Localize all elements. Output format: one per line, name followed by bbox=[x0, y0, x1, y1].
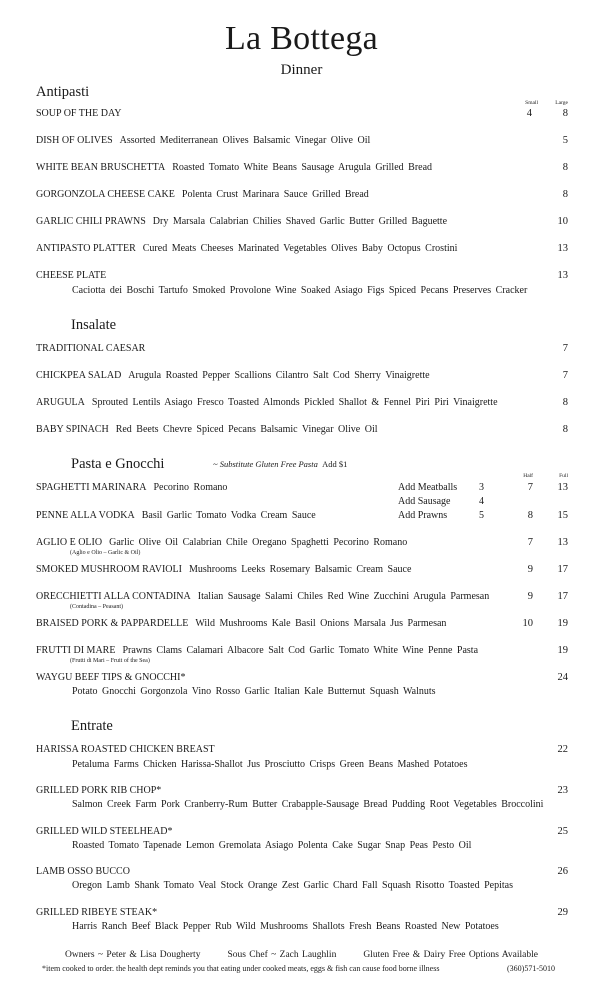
item-description: Prawns Clams Calamari Albacore Salt Cod Garlic Tomato White Wine Penne Pasta bbox=[122, 645, 479, 656]
item-name: DISH OF OLIVES bbox=[36, 135, 113, 146]
item-price: 15 bbox=[557, 510, 568, 521]
menu-item bbox=[36, 370, 430, 381]
item-description: Mushrooms Leeks Rosemary Balsamic Cream Sauce bbox=[188, 564, 412, 575]
item-name: GRILLED PORK RIB CHOP* bbox=[36, 785, 162, 796]
item-price: 26 bbox=[557, 866, 568, 877]
item-price: 17 bbox=[557, 564, 568, 575]
menu-item bbox=[36, 135, 370, 146]
item-price: 8 bbox=[562, 397, 568, 408]
col-full-header: Full bbox=[559, 473, 568, 479]
item-description: Sprouted Lentils Asiago Fresco Toasted Almonds Pickled Shallot & Fennel Piri Piri Vinaigrette bbox=[91, 397, 498, 408]
section-antipasti-heading: Antipasti bbox=[36, 84, 90, 100]
item-price-half: 9 bbox=[527, 564, 533, 575]
item-name: ORECCHIETTI ALLA CONTADINA bbox=[36, 591, 191, 602]
item-price-small: 4 bbox=[526, 108, 532, 119]
menu-item bbox=[36, 424, 378, 435]
item-name: PENNE ALLA VODKA bbox=[36, 510, 135, 521]
item-price: 7 bbox=[562, 343, 568, 354]
item-subline: Oregon Lamb Shank Tomato Veal Stock Orange Zest Garlic Chard Fall Squash Risotto Toasted Pepitas bbox=[72, 880, 513, 891]
gluten-free-note-text: ~ Substitute Gluten Free Pasta bbox=[213, 459, 318, 469]
item-subline: Petaluma Farms Chicken Harissa-Shallot Jus Prosciutto Crisps Green Beans Mashed Potatoes bbox=[72, 759, 468, 770]
item-translation: (Frutti di Mari – Fruit of the Sea) bbox=[70, 658, 150, 664]
addon-label: Add Sausage bbox=[398, 496, 451, 507]
item-price: 13 bbox=[557, 243, 568, 254]
item-name: CHICKPEA SALAD bbox=[36, 370, 122, 381]
item-translation: (Aglio e Olio – Garlic & Oil) bbox=[70, 550, 141, 556]
item-name: SPAGHETTI MARINARA bbox=[36, 482, 147, 493]
item-name: GRILLED WILD STEELHEAD* bbox=[36, 826, 173, 837]
item-price: 25 bbox=[557, 826, 568, 837]
footer-phone: (360)571-5010 bbox=[507, 964, 555, 973]
menu-item bbox=[36, 645, 478, 656]
item-price-half: 7 bbox=[527, 537, 533, 548]
item-price: 13 bbox=[557, 482, 568, 493]
item-name: CHEESE PLATE bbox=[36, 270, 107, 281]
menu-item bbox=[36, 537, 407, 548]
addon-price: 4 bbox=[479, 496, 484, 507]
menu-item bbox=[36, 162, 432, 173]
item-subline: Caciotta dei Boschi Tartufo Smoked Provolone Wine Soaked Asiago Figs Spiced Pecans Preserves Cracker bbox=[72, 285, 528, 296]
item-description: Assorted Mediterranean Olives Balsamic Vinegar Olive Oil bbox=[119, 135, 371, 146]
item-price: 8 bbox=[562, 424, 568, 435]
item-description: Red Beets Chevre Spiced Pecans Balsamic Vinegar Olive Oil bbox=[115, 424, 378, 435]
item-price-half: 10 bbox=[522, 618, 533, 629]
item-description: Italian Sausage Salami Chiles Red Wine Zucchini Arugula Parmesan bbox=[197, 591, 490, 602]
item-name: LAMB OSSO BUCCO bbox=[36, 866, 130, 877]
menu-item bbox=[36, 866, 130, 877]
item-name: GARLIC CHILI PRAWNS bbox=[36, 216, 146, 227]
item-name: GORGONZOLA CHEESE CAKE bbox=[36, 189, 175, 200]
item-name: SOUP OF THE DAY bbox=[36, 108, 122, 119]
item-price: 23 bbox=[557, 785, 568, 796]
item-price: 13 bbox=[557, 270, 568, 281]
item-price: 19 bbox=[557, 645, 568, 656]
menu-item bbox=[36, 591, 489, 602]
item-price: 8 bbox=[562, 108, 568, 119]
menu-subtitle: Dinner bbox=[280, 62, 323, 78]
item-description: Roasted Tomato White Beans Sausage Arugula Grilled Bread bbox=[172, 162, 433, 173]
addon-price: 3 bbox=[479, 482, 484, 493]
item-name: BRAISED PORK & PAPPARDELLE bbox=[36, 618, 189, 629]
addon-label: Add Prawns bbox=[398, 510, 448, 521]
item-name: WHITE BEAN BRUSCHETTA bbox=[36, 162, 166, 173]
item-description: Pecorino Romano bbox=[153, 482, 228, 493]
footer-credits: Owners ~ Peter & Lisa Dougherty Sous Chef ~ Zach Laughlin Gluten Free & Dairy Free Options Available bbox=[64, 950, 538, 960]
item-price: 19 bbox=[557, 618, 568, 629]
menu-item bbox=[36, 343, 145, 354]
item-price-half: 7 bbox=[527, 482, 533, 493]
item-price-half: 9 bbox=[527, 591, 533, 602]
menu-item bbox=[36, 270, 106, 281]
gluten-free-note-price: Add $1 bbox=[322, 459, 348, 469]
item-subline: Potato Gnocchi Gorgonzola Vino Rosso Garlic Italian Kale Butternut Squash Walnuts bbox=[72, 686, 436, 697]
item-price: 29 bbox=[557, 907, 568, 918]
gluten-free-note bbox=[213, 459, 347, 469]
item-subline: Salmon Creek Farm Pork Cranberry-Rum Butter Crabapple-Sausage Bread Pudding Root Vegetables Broccolini bbox=[72, 799, 544, 810]
menu-item bbox=[36, 826, 172, 837]
section-pasta-heading: Pasta e Gnocchi bbox=[71, 456, 165, 472]
item-subline: Harris Ranch Beef Black Pepper Rub Wild Mushrooms Shallots Fresh Beans Roasted New Potatoes bbox=[72, 921, 499, 932]
item-price: 5 bbox=[562, 135, 568, 146]
item-price: 8 bbox=[562, 162, 568, 173]
item-name: TRADITIONAL CAESAR bbox=[36, 343, 146, 354]
item-description: Dry Marsala Calabrian Chilies Shaved Garlic Butter Grilled Baguette bbox=[152, 216, 448, 227]
item-name: SMOKED MUSHROOM RAVIOLI bbox=[36, 564, 182, 575]
addon-label: Add Meatballs bbox=[398, 482, 458, 493]
item-price: 24 bbox=[557, 672, 568, 683]
item-description: Polenta Crust Marinara Sauce Grilled Bread bbox=[181, 189, 369, 200]
menu-item bbox=[36, 907, 157, 918]
menu-item bbox=[36, 510, 316, 521]
item-description: Basil Garlic Tomato Vodka Cream Sauce bbox=[141, 510, 316, 521]
item-price: 17 bbox=[557, 591, 568, 602]
menu-item bbox=[36, 672, 185, 683]
item-name: WAYGU BEEF TIPS & GNOCCHI* bbox=[36, 672, 186, 683]
item-price: 10 bbox=[557, 216, 568, 227]
item-translation: (Contadina – Peasant) bbox=[70, 604, 123, 610]
menu-item bbox=[36, 397, 498, 408]
item-description: Cured Meats Cheeses Marinated Vegetables Olives Baby Octopus Crostini bbox=[142, 243, 458, 254]
menu-item bbox=[36, 564, 411, 575]
menu-item bbox=[36, 216, 447, 227]
item-name: ANTIPASTO PLATTER bbox=[36, 243, 136, 254]
col-half-header: Half bbox=[523, 473, 533, 479]
item-name: AGLIO E OLIO bbox=[36, 537, 103, 548]
menu-item bbox=[36, 482, 227, 493]
item-price: 7 bbox=[562, 370, 568, 381]
item-price: 13 bbox=[557, 537, 568, 548]
restaurant-title: La Bottega bbox=[224, 20, 379, 57]
col-small-header: Small bbox=[525, 100, 538, 106]
menu-item bbox=[36, 785, 161, 796]
menu-item bbox=[36, 189, 369, 200]
menu-item bbox=[36, 618, 446, 629]
item-name: ARUGULA bbox=[36, 397, 85, 408]
menu-item bbox=[36, 108, 121, 119]
item-description: Arugula Roasted Pepper Scallions Cilantro Salt Cod Sherry Vinaigrette bbox=[128, 370, 430, 381]
item-name: HARISSA ROASTED CHICKEN BREAST bbox=[36, 744, 215, 755]
item-name: BABY SPINACH bbox=[36, 424, 109, 435]
item-name: GRILLED RIBEYE STEAK* bbox=[36, 907, 158, 918]
menu-item bbox=[36, 744, 215, 755]
item-description: Wild Mushrooms Kale Basil Onions Marsala Jus Parmesan bbox=[195, 618, 447, 629]
col-large-header: Large bbox=[555, 100, 568, 106]
item-description: Garlic Olive Oil Calabrian Chile Oregano Spaghetti Pecorino Romano bbox=[109, 537, 408, 548]
item-name: FRUTTI DI MARE bbox=[36, 645, 116, 656]
addon-price: 5 bbox=[479, 510, 484, 521]
footer-health-notice: *item cooked to order. the health dept reminds you that eating under cooked meats, eggs & fish can cause food borne illness bbox=[42, 964, 440, 973]
section-insalate-heading: Insalate bbox=[71, 317, 117, 333]
item-price: 8 bbox=[562, 189, 568, 200]
section-entrate-heading: Entrate bbox=[71, 718, 113, 734]
item-price-half: 8 bbox=[527, 510, 533, 521]
item-price: 22 bbox=[557, 744, 568, 755]
item-subline: Roasted Tomato Tapenade Lemon Gremolata Asiago Polenta Cake Sugar Snap Peas Pesto Oil bbox=[72, 840, 472, 851]
menu-item bbox=[36, 243, 457, 254]
